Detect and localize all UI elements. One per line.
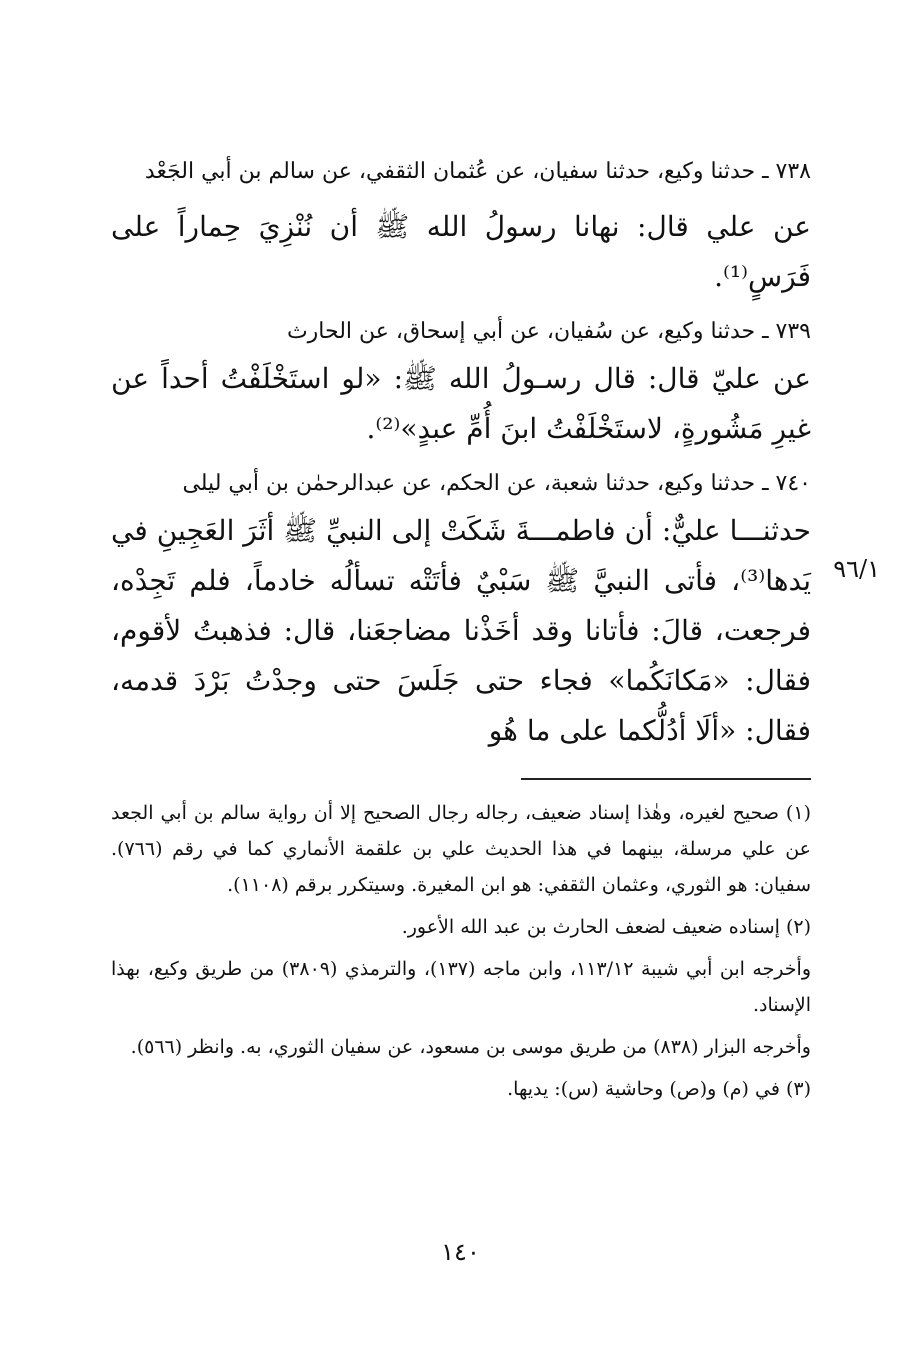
hadith-isnad: ٧٣٨ ـ حدثنا وكيع، حدثنا سفيان، عن عُثمان الثقفي، عن سالم بن أبي الجَعْد xyxy=(144,159,811,184)
footnote-3: (٣) في (م) و(ص) وحاشية (س): يديها. xyxy=(507,1078,811,1100)
hadith-matn: عن عليّ قال: قال رسـولُ الله ﷺ: «لو استَخْلَفْتُ أحداً عن غيرِ مَشُورةٍ، لاستَخْلَفْتُ ابنَ أُمِّ عبدٍ»⁽²⁾. xyxy=(111,362,811,445)
hadith-isnad: ٧٣٩ ـ حدثنا وكيع، عن سُفيان، عن أبي إسحاق، عن الحارث xyxy=(286,319,811,344)
hadith-matn: حدثنـــا عليٌّ: أن فاطمـــةَ شَكَتْ إلى النبيِّ ﷺ أثَرَ العَجِينِ في يَدها⁽³⁾، فأتى النبيَّ ﷺ سَبْيٌ فأتَتْه تسألُه خادماً، فلم تَجِدْه، فرجعت، قالَ: فأتانا وقد أخَذْنا مضاجعَنا، قال: فذهبتُ لأقوم، فقال: «مَكانَكُما» فجاء حتى جَلَسَ حتى وجدْتُ بَرْدَ قدمه، فقال: «ألَا أدُلُّكما على ما هُو xyxy=(111,514,811,747)
hadith-isnad: ٧٤٠ ـ حدثنا وكيع، حدثنا شعبة، عن الحكم، عن عبدالرحمٰن بن أبي ليلى xyxy=(182,471,811,496)
footnotes xyxy=(111,795,811,1113)
margin-reference: ٩٦/١ xyxy=(833,555,880,583)
footnote-2: (٢) إسناده ضعيف لضعف الحارث بن عبد الله الأعور. xyxy=(401,916,811,938)
hadith-740 xyxy=(111,462,811,756)
hadith-matn: عن علي قال: نهانا رسولُ الله ﷺ أن نُنْزِيَ حِماراً على فَرَسٍ⁽¹⁾. xyxy=(111,210,811,293)
footnote-2-cont-a: وأخرجه ابن أبي شيبة ١١٣/١٢، وابن ماجه (١٣٧)، والترمذي (٣٨٠٩) من طريق وكيع، بهذا الإسناد. xyxy=(111,958,811,1016)
footnote-divider xyxy=(521,778,811,780)
page-number: ١٤٠ xyxy=(441,1238,480,1266)
footnote-2-cont-b: وأخرجه البزار (٨٣٨) من طريق موسى بن مسعود، عن سفيان الثوري، به. وانظر (٥٦٦). xyxy=(130,1036,811,1058)
hadith-738 xyxy=(111,150,811,302)
main-text xyxy=(111,150,811,764)
hadith-739 xyxy=(111,310,811,454)
footnote-1: (١) صحيح لغيره، وهٰذا إسناد ضعيف، رجاله رجال الصحيح إلا أن رواية سالم بن أبي الجعد عن علي مرسلة، بينهما في هذا الحديث علي بن علقمة الأنماري كما في رقم (٧٦٦). سفيان: هو الثوري، وعثمان الثقفي: هو ابن المغيرة. وسيتكرر برقم (١١٠٨). xyxy=(111,802,811,896)
